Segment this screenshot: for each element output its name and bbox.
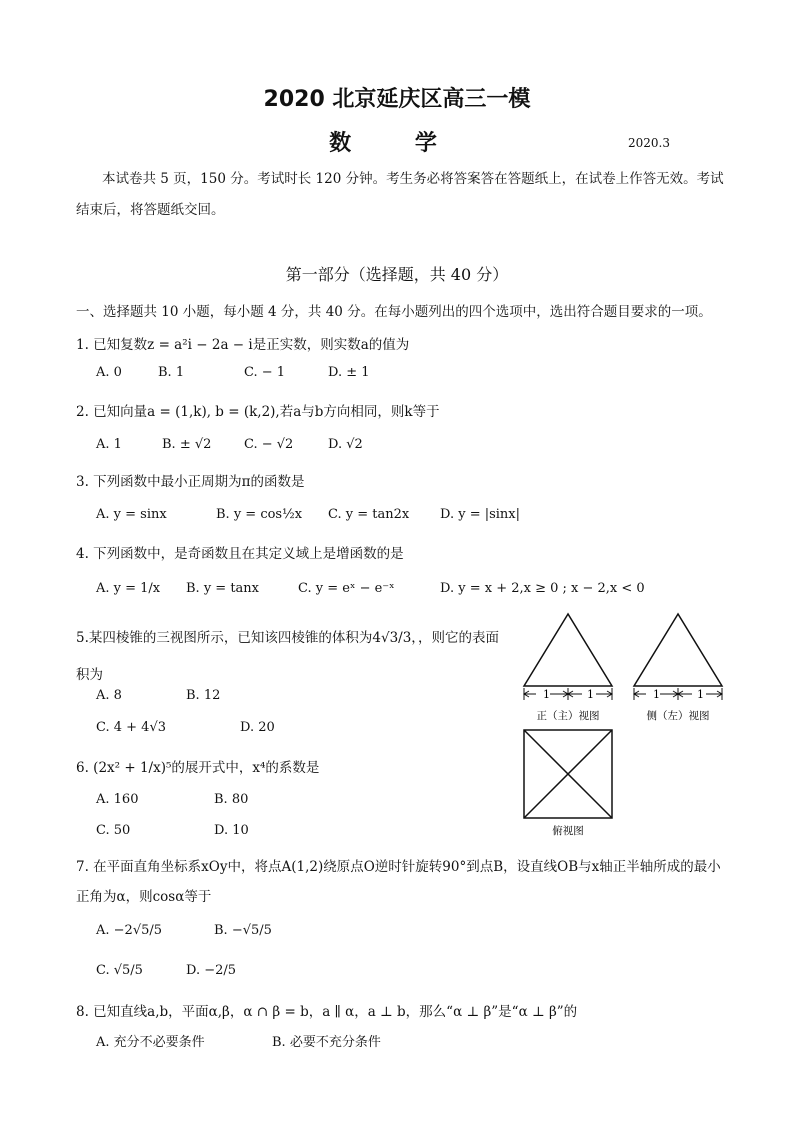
front-dim-label-left: 1 (543, 688, 550, 701)
question-4-option-b: B. y = tanx (186, 581, 259, 596)
question-6-option-c: C. 50 (96, 823, 131, 838)
exam-title: 2020 北京延庆区高三一模 (263, 87, 531, 112)
front-view-triangle (524, 614, 612, 686)
question-2-option-b: B. ± √2 (162, 437, 212, 452)
question-3-option-c: C. y = tan2x (328, 507, 410, 522)
top-view-caption: 俯视图 (552, 825, 584, 837)
subject-title: 数 学 (329, 130, 465, 156)
question-4-stem: 4. 下列函数中，是奇函数且在其定义域上是增函数的是 (76, 546, 404, 562)
side-dim-label-left: 1 (653, 688, 660, 701)
question-2-option-c: C. − √2 (244, 437, 294, 452)
question-5-option-a: A. 8 (96, 688, 122, 703)
question-7-option-a: A. −2√5/5 (96, 923, 163, 938)
front-dim-label-right: 1 (587, 688, 594, 701)
question-7-option-d: D. −2/5 (186, 963, 237, 978)
front-view-dimension (524, 688, 612, 700)
question-1-option-c: C. − 1 (244, 365, 286, 380)
question-3-option-d: D. y = |sinx| (440, 507, 521, 522)
question-8-stem: 8. 已知直线a,b，平面α,β，α ∩ β = b，a ∥ α，a ⊥ b，那么“α ⊥ β”是“α ⊥ β”的 (76, 1004, 578, 1020)
question-4-option-c: C. y = eˣ − e⁻ˣ (298, 581, 395, 596)
side-view-triangle (634, 614, 722, 686)
section-instructions: 一、选择题共 10 小题，每小题 4 分，共 40 分。在每小题列出的四个选项中，选出符合题目要求的一项。 (76, 304, 712, 320)
question-4-option-d: D. y = x + 2,x ≥ 0 ; x − 2,x < 0 (440, 581, 645, 596)
exam-date: 2020.3 (628, 136, 670, 150)
question-1-option-b: B. 1 (158, 365, 185, 380)
question-4-option-a: A. y = 1/x (96, 581, 161, 596)
question-3-option-b: B. y = cos½x (216, 507, 303, 522)
question-3-stem: 3. 下列函数中最小正周期为π的函数是 (76, 474, 305, 490)
side-dim-label-right: 1 (697, 688, 704, 701)
question-2-option-a: A. 1 (96, 437, 122, 452)
three-view-figure (516, 608, 736, 844)
question-6-option-b: B. 80 (214, 792, 249, 807)
question-5-option-d: D. 20 (240, 720, 275, 735)
question-8-option-b: B. 必要不充分条件 (272, 1035, 381, 1050)
question-6-option-d: D. 10 (214, 823, 249, 838)
question-5-stem: 5.某四棱锥的三视图所示，已知该四棱锥的体积为4√3/3，，则它的表面积为 (76, 630, 500, 683)
question-7-option-c: C. √5/5 (96, 963, 143, 978)
question-7-stem: 7. 在平面直角坐标系xOy中，将点A(1,2)绕原点O逆时针旋转90°到点B，设直线OB与x轴正半轴所成的最小正角为α，则cosα等于 (76, 859, 721, 905)
question-5-option-b: B. 12 (186, 688, 221, 703)
question-3-option-a: A. y = sinx (96, 507, 167, 522)
question-1-option-d: D. ± 1 (328, 365, 370, 380)
question-1-stem: 1. 已知复数z = a²i − 2a − i是正实数，则实数a的值为 (76, 337, 410, 353)
question-2-stem: 2. 已知向量a = (1,k), b = (k,2),若a与b方向相同，则k等于 (76, 404, 440, 420)
question-1-option-a: A. 0 (96, 365, 122, 380)
question-5-option-c: C. 4 + 4√3 (96, 720, 167, 735)
question-6-stem: 6. (2x² + 1/x)⁵的展开式中，x⁴的系数是 (76, 760, 320, 776)
side-view-caption: 侧（左）视图 (646, 710, 710, 722)
top-view-square (524, 730, 612, 818)
part-heading: 第一部分（选择题，共 40 分） (285, 265, 509, 284)
front-view-caption: 正（主）视图 (536, 710, 600, 722)
question-8-option-a: A. 充分不必要条件 (96, 1035, 205, 1050)
question-7-option-b: B. −√5/5 (214, 923, 272, 938)
side-view-dimension (634, 688, 722, 700)
exam-intro: 本试卷共 5 页，150 分。考试时长 120 分钟。考生务必将答案答在答题纸上，在试卷上作答无效。考试结束后，将答题纸交回。 (76, 171, 724, 218)
question-6-option-a: A. 160 (96, 792, 139, 807)
question-2-option-d: D. √2 (328, 437, 363, 452)
